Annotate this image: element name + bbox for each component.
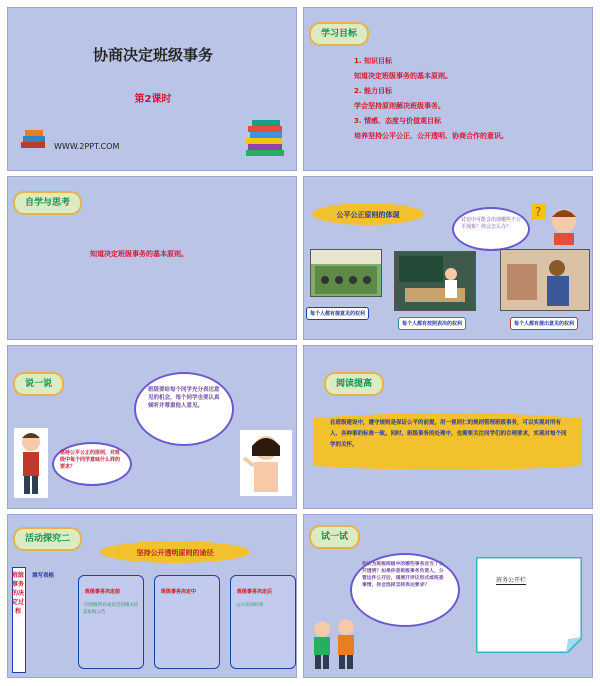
girl-icon <box>240 430 292 496</box>
photo-label-2: 每个人都有按照表决的权利 <box>398 317 466 330</box>
slide-4[interactable] <box>303 176 593 340</box>
site-url: WWW.2PPT.COM <box>54 142 120 151</box>
goal-line-4: 学会坚持原则解决班级事务。 <box>354 102 445 110</box>
card-before[interactable] <box>78 575 144 669</box>
slide-1[interactable] <box>7 7 297 171</box>
goal-line-2: 知道决定班级事务的基本原则。 <box>354 72 452 80</box>
slide-5[interactable] <box>7 345 297 509</box>
classroom-photo-2 <box>394 251 476 311</box>
try-cloud-text: 你认为班级班级中的哪些事务应当了公开透明？如果你是班级事务负责人，分管这件公开后，请展开评议形式或班委事情，你会选择怎样表达要求？ <box>362 562 444 588</box>
classroom-photo-1 <box>310 249 382 297</box>
slide-2[interactable] <box>303 7 593 171</box>
openness-banner-text: 坚持公开透明原则的途径 <box>136 549 214 557</box>
slide-1-title: 协商决定班级事务 <box>92 46 213 64</box>
card-during-body: · <box>159 603 161 608</box>
card-during-title: 班级事务决定中 <box>161 589 197 595</box>
slide-3-tag: 自学与思考 <box>13 191 82 215</box>
slide-2-tag: 学习目标 <box>309 22 369 46</box>
slide-7[interactable] <box>7 514 297 678</box>
fairness-banner-text: 公平公正原则的体现 <box>336 211 400 219</box>
notice-board-title: 班务公开栏 <box>496 577 527 584</box>
slide-8-tag: 试一试 <box>309 525 360 549</box>
svg-text:?: ? <box>535 205 542 219</box>
card-after[interactable] <box>230 575 296 669</box>
slide-6-tag: 阅读提高 <box>324 372 384 396</box>
goal-line-3: 2. 能力目标 <box>354 87 392 95</box>
question-child-icon <box>530 201 580 249</box>
card-during[interactable] <box>154 575 220 669</box>
photo-label-3: 每个人都有提出意见的权利 <box>510 317 578 330</box>
left-thought-text: 坚持公平公正的原则，对班级中每个同学意味什么样的要求？ <box>60 450 121 470</box>
goal-line-1: 1. 知识目标 <box>354 57 392 65</box>
boy-icon <box>14 428 48 498</box>
card-before-title: 班级事务决定前 <box>85 589 121 595</box>
books-right-icon <box>244 120 286 162</box>
reading-text: 在班级建设中，遵守规则是保证公平的前提。用一视同仁的规则管理班级事务，可以实现对所有人、各种事的标准一致。同时，班级事务的处理中，也需要关注同学们的合理要求，实现对每个同学的关怀。 <box>330 420 567 448</box>
right-thought-text: 班级要给每个同学充分表达意见的机会，每个同学也要认真倾听并尊重他人意见。 <box>148 387 220 409</box>
card-after-body: ·公示表决结果 <box>235 603 264 608</box>
classroom-photo-3 <box>500 249 590 311</box>
goal-line-5: 3. 情感、态度与价值观目标 <box>354 117 441 125</box>
books-left-icon <box>20 128 48 154</box>
form-title: 填写表格 <box>32 573 55 579</box>
card-before-body: ·向班级所有成员告知相关信息张贴公告 <box>83 603 139 615</box>
goal-line-6: 培养坚持公平公正、公开透明、协商合作的意识。 <box>354 132 508 140</box>
slide-1-subtitle: 第2课时 <box>134 94 172 105</box>
slide-6[interactable] <box>303 345 593 509</box>
question-text: 讨论中可能会出现哪些不公平现象？你会怎么办？ <box>461 217 522 230</box>
slide-7-tag: 活动探究二 <box>13 527 82 551</box>
notice-board <box>476 557 582 653</box>
slide-3[interactable] <box>7 176 297 340</box>
slide-5-tag: 说一说 <box>13 372 64 396</box>
slide-3-text: 知道决定班级事务的基本原则。 <box>90 250 188 258</box>
process-sidebar-text: 班级事务的决定过程 <box>12 572 25 615</box>
card-after-title: 班级事务决定后 <box>237 589 273 595</box>
photo-label-1: 每个人都有提意见的权利 <box>306 307 369 320</box>
slide-8[interactable] <box>303 514 593 678</box>
kids-icon <box>306 615 362 675</box>
